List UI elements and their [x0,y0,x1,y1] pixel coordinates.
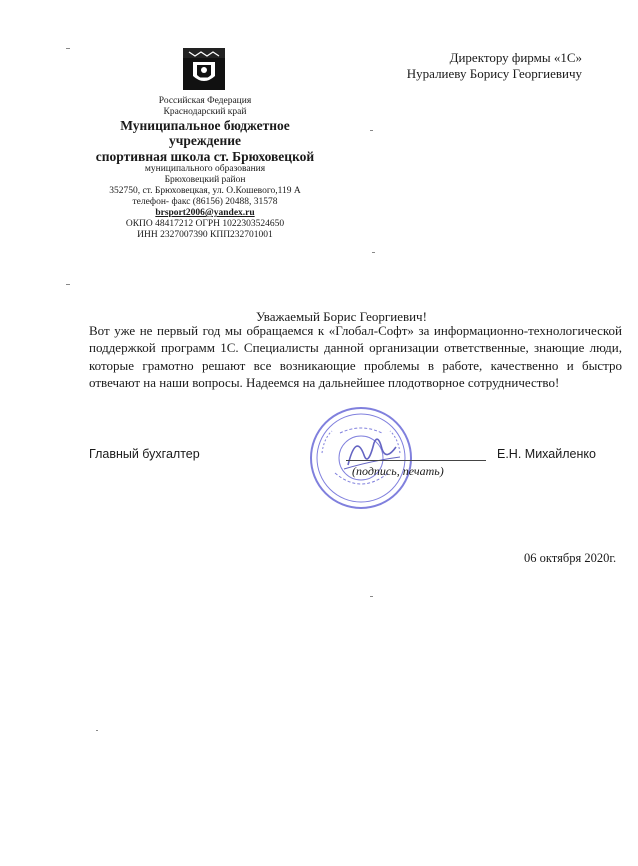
addressee-line1: Директору фирмы «1С» [449,50,582,65]
inn-kpp-text: ИНН 2327007390 КПП232701001 [137,229,273,240]
okpo-ogrn-text: ОКПО 48417212 ОГРН 1022303524650 [125,219,285,229]
organization-header [80,96,330,241]
signature-caption: (подпись, печать) [352,464,444,478]
signer-name: Е.Н. Михайленко [497,447,596,461]
scan-speck [372,252,375,253]
coat-of-arms-emblem [183,48,225,90]
phone-text: телефон- факс (86156) 20488, 31578 [132,197,278,208]
district-text: Брюховецкий район [164,175,246,186]
scan-speck [370,130,373,131]
address-text: 352750, ст. Брюховецкая, ул. О.Кошевого,119 А [109,186,301,197]
letter-date: 06 октября 2020г. [524,551,617,565]
signature-line [346,460,486,461]
salutation: Уважаемый Борис Георгиевич! [256,309,427,324]
org-name-line1: Муниципальное бюджетное [120,117,290,133]
signer-title: Главный бухгалтер [89,447,200,461]
country-text: Российская Федерация [158,96,252,106]
municipality-text: муниципального образования [144,164,266,175]
email-link[interactable]: brsport2006@yandex.ru [155,208,255,219]
org-name-line3: спортивная школа ст. Брюховецкой [95,148,315,164]
region-text: Краснодарский край [163,106,247,117]
round-stamp-image [300,403,422,513]
scan-speck [66,48,70,49]
addressee-line2: Нуралиеву Борису Георгиевичу [406,65,582,81]
scan-speck [96,730,98,731]
addressee-block [342,50,582,81]
letter-body: Вот уже не первый год мы обращаемся к «Глобал-Софт» за информационно-технологической поддержкой программ 1С. Специалисты данной организации ответственные, знающие люди, которые грамотно решают все возникающие проблемы в работе, качественно и быстро отвечают на наши вопросы. Надеемся на дальнейшее плодотворное сотрудничество! [89,323,622,390]
org-name-line2: учреждение [168,133,242,149]
scan-speck [66,284,70,285]
scan-speck [370,596,373,597]
